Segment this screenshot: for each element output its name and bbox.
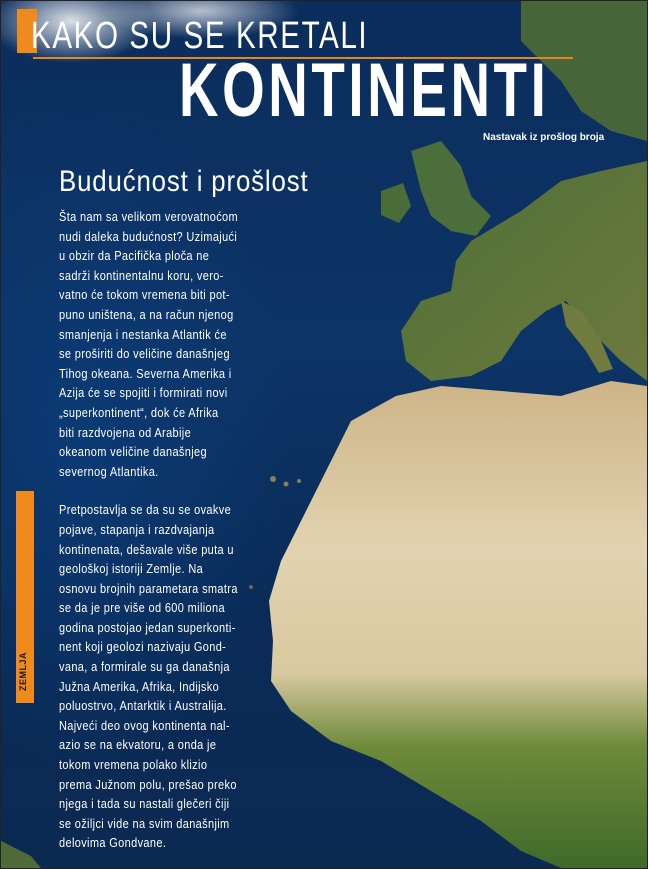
text-line: biti razdvojena od Arabije xyxy=(59,425,192,440)
text-line: pojave, stapanja i razdvajanja xyxy=(59,522,215,537)
section-tab-label: ZEMLJA xyxy=(18,652,28,691)
island xyxy=(297,479,301,483)
paragraph-gap xyxy=(59,482,289,501)
text-line: godina postojao jedan superkonti- xyxy=(59,620,236,635)
text-line: osnovu brojnih parametara smatra xyxy=(59,581,238,596)
text-line: se proširiti do veličine današnjeg xyxy=(59,347,230,362)
text-line: sadrži kontinentalnu koru, vero- xyxy=(59,268,224,283)
text-line: Azija će se spojiti i formirati novi xyxy=(59,386,228,401)
header-kicker: KAKO SU SE KRETALI xyxy=(31,15,369,57)
africa-landmass xyxy=(269,381,647,868)
page-title: KONTINENTI xyxy=(179,48,550,133)
text-line: smanjenja i nestanka Atlantik će xyxy=(59,327,227,342)
text-line: poluostrvo, Antarktik i Australija. xyxy=(59,699,227,714)
text-line: puno uništena, a na račun njenog xyxy=(59,307,234,322)
text-line: geološkoj istoriji Zemlje. Na xyxy=(59,562,204,577)
ireland-landmass xyxy=(381,183,411,223)
continued-note: Nastavak iz prošlog broja xyxy=(483,132,605,143)
text-line: njega i tada su nastali glečeri čiji xyxy=(59,797,230,812)
text-line: Tihog okeana. Severna Amerika i xyxy=(59,366,232,381)
text-line: se ožiljci vide na svim današnjim xyxy=(59,816,230,831)
text-line: Pretpostavlja se da su se ovakve xyxy=(59,503,232,518)
text-line: azio se na ekvatoru, a onda je xyxy=(59,738,217,753)
text-line: delovima Gondvane. xyxy=(59,836,167,851)
paragraph-2 xyxy=(59,501,289,854)
british-isles-landmass xyxy=(411,141,491,236)
text-line: kontinenata, dešavale više puta u xyxy=(59,542,234,557)
south-america-edge xyxy=(1,841,41,868)
text-line: okeanom veličine današnjeg xyxy=(59,445,207,460)
article-body xyxy=(59,208,289,854)
text-line: Južna Amerika, Afrika, Indijsko xyxy=(59,679,220,694)
text-line: prema Južnom polu, prešao preko xyxy=(59,777,237,792)
text-line: Najveći deo ovog kontinenta nal- xyxy=(59,718,230,733)
text-line: nent koji geolozi nazivaju Gond- xyxy=(59,640,227,655)
text-line: u obzir da Pacifička ploča ne xyxy=(59,249,210,264)
text-line: nudi daleka budućnost? Uzimajući xyxy=(59,229,238,244)
text-line: Šta nam sa velikom verovatnoćom xyxy=(59,210,239,224)
text-line: severnog Atlantika. xyxy=(59,464,159,479)
article-heading: Budućnost i prošlost xyxy=(59,165,309,198)
text-line: vatno će tokom vremena biti pot- xyxy=(59,288,230,303)
text-line: „superkontinent“, dok će Afrika xyxy=(59,405,219,420)
text-line: vana, a formirale su ga današnja xyxy=(59,660,230,675)
text-line: tokom vremena polako klizio xyxy=(59,758,208,773)
text-line: se da je pre više od 600 miliona xyxy=(59,601,225,616)
paragraph-1 xyxy=(59,208,289,482)
